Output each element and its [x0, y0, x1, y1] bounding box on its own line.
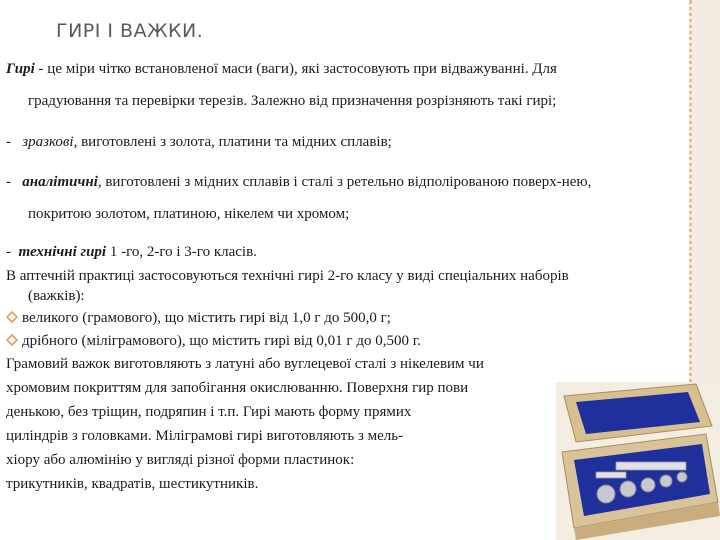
list-item-set-small: [6, 330, 421, 352]
analytic-text: , виготовлені з мідних сплавів і сталі з ретельно відполірованою поверх-нею,: [97, 174, 592, 190]
term-technical: технічні гирі: [18, 244, 107, 260]
text-line: денькою, без тріщин, подряпин і т.п. Гирі мають форму прямих: [6, 404, 412, 420]
list-item-set-large: [6, 307, 391, 329]
slide-title: ГИРІ І ВАЖКИ.: [56, 20, 204, 42]
text-line: хіору або алюмінію у вигляді різної форми пластинок:: [6, 452, 355, 468]
sample-text: виготовлені з золота, платини та мідних сплавів;: [77, 134, 392, 150]
text-line: трикутників, квадратів, шестикутників.: [6, 476, 259, 492]
text-line: циліндрів з головками. Міліграмові гирі виготовляють з мель-: [6, 428, 404, 444]
term-sample: зразкові,: [22, 134, 78, 150]
term-weights: Гирі: [6, 61, 35, 77]
para-weights-definition-line2: градуювання та перевірки терезів. Залежно від призначення розрізняють такі гирі;: [28, 93, 557, 109]
set-small-text: дрібного (міліграмового), що містить гирі від 0,01 г до 0,500 г.: [22, 333, 421, 349]
pharmacy-line2: (важків):: [28, 288, 85, 304]
text-line: хромовим покриттям для запобігання окислюванню. Поверхня гир пови: [6, 380, 469, 396]
dash-marker: -: [6, 174, 11, 190]
dash-marker: -: [6, 134, 11, 150]
list-item-sample: [6, 131, 392, 153]
weights-box-illustration: [556, 382, 720, 540]
text-line: Грамовий важок виготовляють з латуні або вуглецевої сталі з нікелевим чи: [6, 356, 484, 372]
para-weights-definition-line1: [6, 58, 557, 80]
set-large-text: великого (грамового), що містить гирі від 1,0 г до 500,0 г;: [22, 310, 391, 326]
weights-set-box-photo: [556, 382, 720, 540]
dash-marker: -: [6, 244, 11, 260]
diamond-outline-icon: [6, 334, 18, 346]
term-analytic: аналітичні: [22, 174, 98, 190]
list-item-technical: [6, 241, 257, 263]
list-item-analytic-line2: покритою золотом, платиною, нікелем чи хромом;: [28, 206, 350, 222]
list-item-analytic: [6, 171, 591, 193]
pharmacy-line1: В аптечній практиці застосовуються технічні гирі 2-го класу у виді спеціальних наборів: [6, 268, 569, 284]
diamond-outline-icon: [6, 311, 18, 323]
technical-text: 1 -го, 2-го і 3-го класів.: [106, 244, 257, 260]
para1-text: - це міри чітко встановленої маси (ваги), які застосовують при відважуванні. Для: [34, 61, 557, 77]
